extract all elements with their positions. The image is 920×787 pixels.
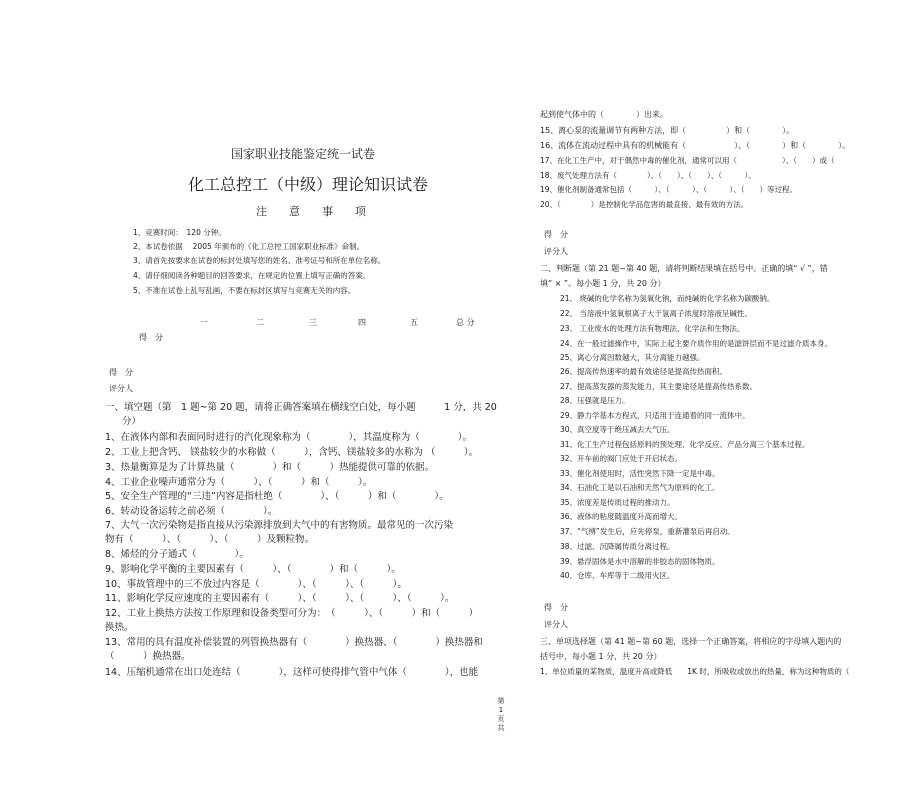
- footer-line: 1: [498, 706, 504, 714]
- judge-item: 28、压强就是压力。: [560, 396, 630, 405]
- judge-item: 23、 工业废水的处理方法有物理法、化学法和生物法。: [560, 324, 745, 333]
- judge-item: 30、真空度等于绝压减去大气压。: [560, 425, 675, 434]
- score-col-3: 三: [309, 318, 317, 327]
- judge-item: 38、过滤、沉降属传质分离过程。: [560, 542, 675, 551]
- score-col-1: 一: [200, 318, 208, 327]
- section1-grader-label: 评分人: [109, 384, 133, 393]
- fill-item: 6、转动设备运转之前必须（ ）。: [105, 506, 278, 517]
- fill-item: 19、催化剂制备通常包括（ ）、（ ）、（ ）、（ ）等过程。: [540, 185, 798, 194]
- score-col-2: 二: [256, 318, 264, 327]
- fill-item: 7、大气一次污染物是指直接从污染源排放到大气中的有害物质。最常见的一次污染: [105, 520, 454, 531]
- fill-item: （ ）换热器。: [105, 651, 191, 662]
- judge-item: 22、 当溶液中氢氧根离子大于氢离子浓度时溶液呈碱性。: [560, 309, 752, 318]
- choice-item: 1、单位质量的某物质，温度升高或降低 1K 时，所吸收或放出的热量，称为这种物质的（: [540, 667, 850, 676]
- section3-grader-label: 评分人: [544, 620, 568, 629]
- footer-line: 页: [497, 715, 505, 723]
- judge-item: 40、仓库、车库等于二级用火区。: [560, 571, 675, 580]
- judge-item: 37、“气缚”发生后，应先停泵，重新灌泵后再启动。: [560, 527, 735, 536]
- fill-item: 10、事故管理中的三不放过内容是（ ）、（ ）、（ ）。: [105, 579, 407, 590]
- section1-score-label: 得 分: [109, 368, 133, 377]
- score-col-5: 五: [410, 318, 418, 327]
- judge-item: 25、离心分离因数越大，其分离能力越强。: [560, 353, 705, 362]
- fill-item: 换热。: [105, 622, 134, 633]
- section3-score-label: 得 分: [544, 603, 568, 612]
- notice-item: 3、请首先按要求在试卷的标封处填写您的姓名、准考证号和所在单位名称。: [133, 256, 386, 265]
- section2-grader-label: 评分人: [544, 247, 568, 256]
- fill-item: 16、流体在流动过程中具有的机械能有（ ）、（ ）和（ ）。: [540, 141, 851, 150]
- section3-heading-cont: 括号中，每小题 1 分，共 20 分）: [540, 652, 662, 661]
- fill-item: 9、影响化学平衡的主要因素有（ ）、（ ）和（ ）。: [105, 564, 401, 575]
- judge-item: 33、催化剂使用时，活性突然下降一定是中毒。: [560, 469, 720, 478]
- fill-item: 11、影响化学反应速度的主要因素有（ ）、（ ）、（ ）、（ ）。: [105, 593, 455, 604]
- section3-heading: 三、单项选择题（第 41 题~第 60 题，选择一个正确答案，将相应的字母填入题内的: [540, 637, 842, 646]
- org-title: 国家职业技能鉴定统一试卷: [231, 147, 376, 161]
- judge-item: 39、悬浮固体是水中溶解的非胶态的固体物质。: [560, 557, 720, 566]
- exam-title: 化工总控工（中级）理论知识试卷: [188, 175, 429, 194]
- fill-item: 起到使气体中的（ ）出来。: [540, 110, 668, 119]
- judge-item: 31、化工生产过程包括原料的预处理、化学反应、产品分离三个基本过程。: [560, 440, 810, 449]
- score-row-label: 得 分: [139, 333, 163, 342]
- section1-heading-cont: 分）: [122, 416, 142, 427]
- notice-item: 5、不准在试卷上乱写乱画，不要在标封区填写与竞赛无关的内容。: [133, 286, 356, 295]
- notice-item: 4、请仔细阅读各种题目的回答要求，在规定的位置上填写正确的答案。: [133, 271, 371, 280]
- notice-item: 1、竞赛时间： 120 分钟。: [133, 228, 226, 237]
- judge-item: 35、浓度差是传质过程的推动力。: [560, 498, 675, 507]
- section1-heading: 一、填空题（第 1 题~第 20 题，请将正确答案填在横线空白处，每小题 1 分，共 20: [105, 402, 497, 413]
- section2-heading: 二、判断题（第 21 题~第 40 题，请将判断结果填在括号中。正确的填“ √ ”，错: [540, 264, 828, 273]
- fill-item: 15、离心泵的流量调节有两种方法，即（ ）和（ ）。: [540, 126, 795, 135]
- judge-item: 24、在一般过滤操作中，实际上起主要介质作用的是滤饼层而不是过滤介质本身。: [560, 339, 833, 348]
- notice-item: 2、本试卷依据 2005 年颁布的《化工总控工国家职业标准》命制。: [133, 242, 365, 251]
- section2-score-label: 得 分: [544, 230, 568, 239]
- section2-heading-cont: 填“ × ”。每小题 1 分，共 20 分）: [540, 279, 666, 288]
- judge-item: 27、提高蒸发器的蒸发能力，其主要途径是提高传热系数。: [560, 382, 758, 391]
- judge-item: 21、 烧碱的化学名称为氢氧化钠，而纯碱的化学名称为碳酸钠。: [560, 294, 775, 303]
- fill-item: 14、压缩机通常在出口处连结（ ），这样可使得排气管中气体（ ），也能: [105, 667, 479, 678]
- right-column: [460, 0, 920, 787]
- footer-line: 共: [497, 724, 505, 732]
- score-col-total: 总 分: [456, 318, 475, 327]
- footer-line: 第: [497, 697, 505, 705]
- fill-item: 物有（ ）、（ ）、（ ）及颗粒物。: [105, 534, 315, 545]
- score-col-4: 四: [358, 318, 366, 327]
- judge-item: 32、开车前的阀门应处于开启状态。: [560, 454, 683, 463]
- fill-item: 12、工业上换热方法按工作原理和设备类型可分为： （ ）、（ ）和（ ）: [105, 608, 479, 619]
- fill-item: 20、（ ）是控制化学品危害的最直接、最有效的方法。: [540, 200, 749, 209]
- fill-item: 5、安全生产管理的“三违”内容是指杜绝（ ）、（ ）和（ ）。: [105, 491, 449, 502]
- fill-item: 4、工业企业噪声通常分为（ ）、（ ）和（ ）。: [105, 477, 373, 488]
- judge-item: 36、液体的粘度随温度升高而增大。: [560, 512, 683, 521]
- judge-item: 34、石油化工是以石油和天然气为原料的化工。: [560, 483, 720, 492]
- fill-item: 2、工业上把含钙、 镁盐较少的水称做（ ），含钙、镁盐较多的水称为 （ ）。: [105, 447, 479, 458]
- judge-item: 29、静力学基本方程式，只适用于连通着的同一流体中。: [560, 411, 750, 420]
- fill-item: 13、常用的具有温度补偿装置的列管换热器有（ ）换热器、（ ）换热器和: [105, 637, 483, 648]
- fill-item: 18、废气处理方法有（ ）、（ ）、（ ）、（ ）。: [540, 171, 756, 180]
- notice-title: 注 意 事 项: [256, 205, 366, 218]
- fill-item: 1、在液体内部和表面同时进行的汽化现象称为（ ），其温度称为（ ）。: [105, 432, 473, 443]
- fill-item: 3、热量衡算是为了计算热量（ ）和（ ）热能提供可靠的依据。: [105, 462, 435, 473]
- fill-item: 8、烯烃的分子通式（ ）。: [105, 549, 249, 560]
- fill-item: 17、在化工生产中，对于偶然中毒的催化剂，通常可以用（ ）、（ ）或（: [540, 156, 850, 165]
- judge-item: 26、提高传热速率的最有效途径是提高传热面积。: [560, 367, 728, 376]
